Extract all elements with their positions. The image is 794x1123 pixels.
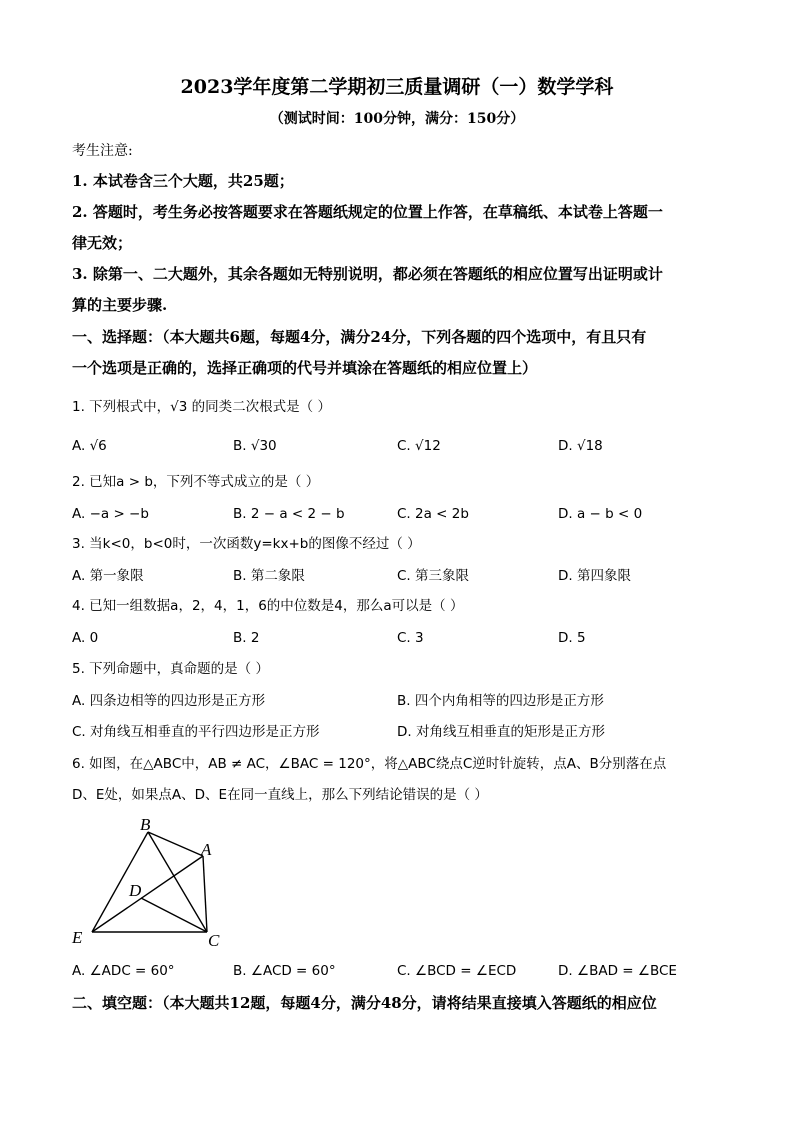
notice-item-3-line-1: 3. 除第一、二大题外，其余各题如无特别说明，都必须在答题纸的相应位置写出证明或计 [72, 265, 663, 283]
question-4-option-c: C. 3 [397, 630, 424, 646]
segment-d-c [141, 898, 207, 932]
segment-b-e [92, 832, 148, 932]
question-2-option-c: C. 2a < 2b [397, 506, 469, 522]
question-1-option-c: C. √12 [397, 438, 441, 454]
question-5-option-c: C. 对角线互相垂直的平行四边形是正方形 [72, 724, 320, 740]
notice-heading: 考生注意: [72, 143, 133, 159]
question-6-option-d: D. ∠BAD = ∠BCE [558, 963, 677, 979]
question-3-option-c: C. 第三象限 [397, 568, 470, 584]
notice-item-2-line-2: 律无效； [72, 234, 133, 252]
question-5-option-a: A. 四条边相等的四边形是正方形 [72, 693, 266, 709]
question-6-option-c: C. ∠BCD = ∠ECD [397, 963, 517, 979]
question-3-option-d: D. 第四象限 [558, 568, 631, 584]
question-2-stem: 2. 已知a > b，下列不等式成立的是（ ） [72, 474, 320, 490]
question-6-option-b: B. ∠ACD = 60° [233, 963, 336, 979]
segment-e-a [92, 856, 203, 932]
question-5-option-d: D. 对角线互相垂直的矩形是正方形 [397, 724, 605, 740]
notice-item-3-line-2: 算的主要步骤. [72, 296, 168, 314]
page-subtitle: （测试时间：100分钟，满分：150分） [269, 111, 525, 127]
section-1-heading-line-2: 一个选项是正确的，选择正确项的代号并填涂在答题纸的相应位置上） [72, 359, 538, 377]
question-3-option-b: B. 第二象限 [233, 568, 305, 584]
question-4-option-b: B. 2 [233, 630, 260, 646]
section-1-heading-line-1: 一、选择题：（本大题共6题，每题4分，满分24分，下列各题的四个选项中，有且只有 [72, 328, 647, 346]
vertex-label-e: E [72, 928, 83, 947]
question-4-option-a: A. 0 [72, 630, 99, 646]
notice-item-2-line-1: 2. 答题时，考生务必按答题要求在答题纸规定的位置上作答，在草稿纸、本试卷上答题一 [72, 203, 663, 221]
question-6-stem-line-1: 6. 如图，在△ABC中，AB ≠ AC，∠BAC = 120°，将△ABC绕点C逆时针旋转，点A、B分别落在点 [72, 756, 667, 772]
question-6-stem-line-2: D、E处，如果点A、D、E在同一直线上，那么下列结论错误的是（ ） [72, 787, 488, 803]
vertex-label-c: C [208, 931, 220, 950]
question-5-option-b: B. 四个内角相等的四边形是正方形 [397, 693, 604, 709]
question-3-option-a: A. 第一象限 [72, 568, 144, 584]
segment-b-c [148, 832, 207, 932]
section-2-heading-line-1: 二、填空题：（本大题共12题，每题4分，满分48分，请将结果直接填入答题纸的相应位 [72, 994, 657, 1012]
question-1-stem: 1. 下列根式中，√3 的同类二次根式是（ ） [72, 399, 331, 415]
question-1-option-b: B. √30 [233, 438, 277, 454]
question-3-stem: 3. 当k<0，b<0时，一次函数y=kx+b的图像不经过（ ） [72, 536, 421, 552]
vertex-label-d: D [129, 881, 142, 900]
notice-item-1: 1. 本试卷含三个大题，共25题； [72, 172, 294, 190]
segment-a-c [203, 856, 207, 932]
vertex-label-b: B [140, 815, 151, 834]
question-1-option-a: A. √6 [72, 438, 107, 454]
page-title: 2023学年度第二学期初三质量调研（一）数学学科 [180, 76, 614, 98]
question-4-stem: 4. 已知一组数据a，2，4，1，6的中位数是4，那么a可以是（ ） [72, 598, 464, 614]
question-4-option-d: D. 5 [558, 630, 586, 646]
question-2-option-d: D. a − b < 0 [558, 506, 643, 522]
question-2-option-b: B. 2 − a < 2 − b [233, 506, 345, 522]
question-1-option-d: D. √18 [558, 438, 603, 454]
segment-b-a [148, 832, 203, 856]
question-2-option-a: A. −a > −b [72, 506, 149, 522]
vertex-label-a: A [201, 840, 212, 859]
question-6-option-a: A. ∠ADC = 60° [72, 963, 175, 979]
question-5-stem: 5. 下列命题中，真命题的是（ ） [72, 661, 269, 677]
